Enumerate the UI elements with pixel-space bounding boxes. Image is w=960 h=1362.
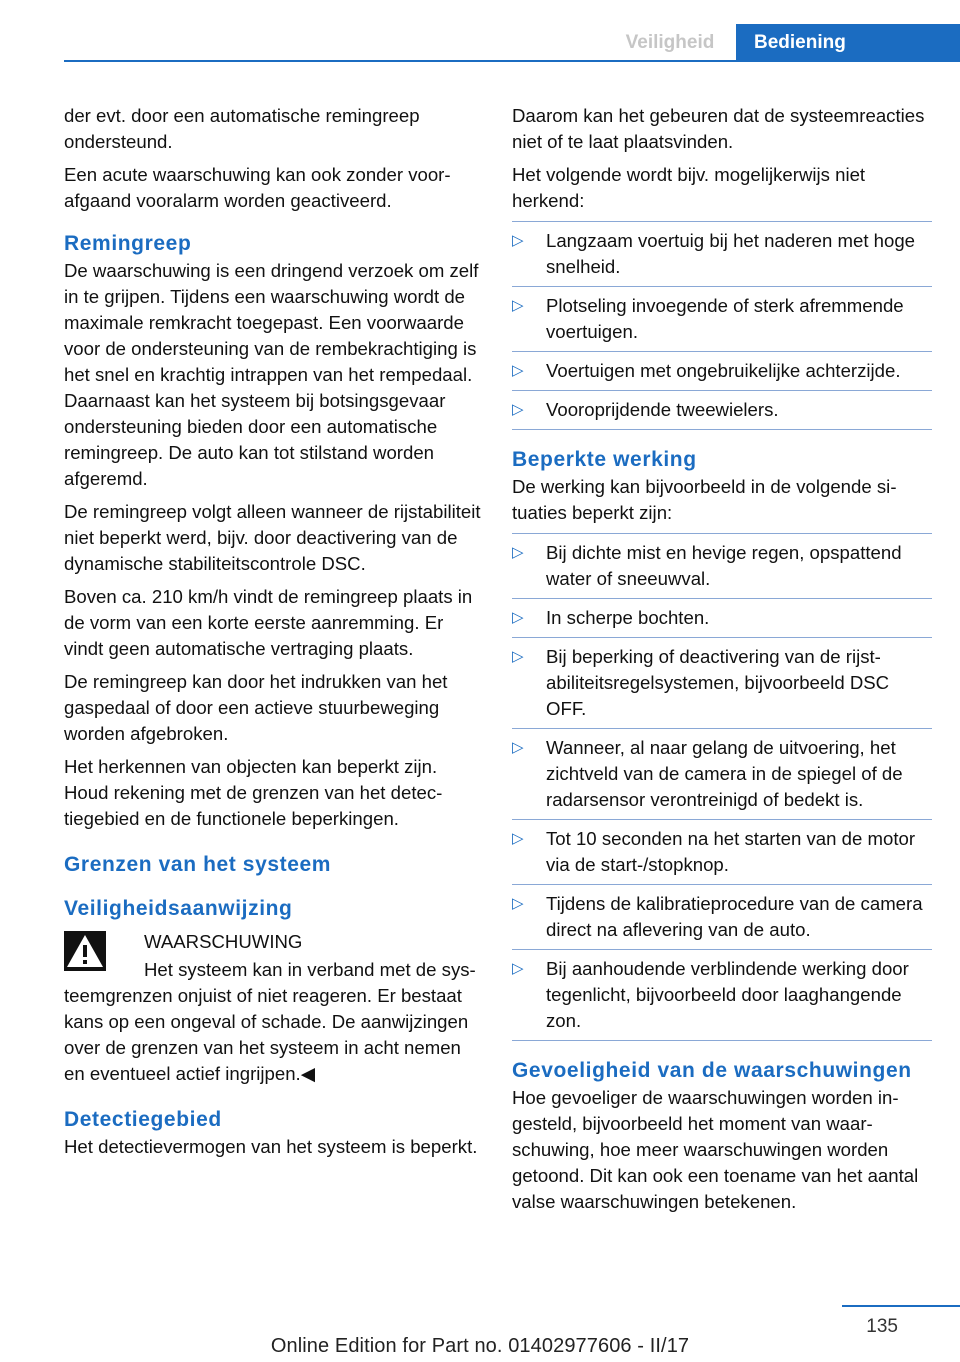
paragraph: Hoe gevoeliger de waarschuwingen worden ingesteld, bijvoorbeeld het moment van waarschuwing, hoe meer waarschuwingen worden getoond. Dit kan ook een toename van het aantal valse waarschuwingen betekenen. xyxy=(512,1087,919,1212)
paragraph: Een acute waarschuwing kan ook zonder voorafgaand vooralarm worden geactiveerd. xyxy=(64,164,451,211)
paragraph: De waarschuwing is een dringend verzoek om zelf in te grijpen. Tijdens een waarschuwing wordt de maximale remkracht toegepast. Een voorwaarde voor de ondersteuning van de rembekrachtiging is het snel en krachtig intrappen van het rempedaal. Daarnaast kan het systeem bij botsingsgevaar ondersteuning bieden door een automatische remingreep. De auto kan tot stilstand worden afgeremd. xyxy=(64,260,479,489)
header-tab-veiligheid[interactable]: Veiligheid xyxy=(625,32,715,53)
triangle-right-icon: ▷ xyxy=(512,544,524,561)
header-rule xyxy=(64,60,960,62)
triangle-right-icon: ▷ xyxy=(512,609,524,626)
paragraph: Het volgende wordt bijv. mogelijkerwijs niet herkend: xyxy=(512,164,866,211)
list-item: ▷ Bij dichte mist en hevige regen, opspattend water of sneeuwval. xyxy=(512,533,932,598)
triangle-right-icon: ▷ xyxy=(512,739,524,756)
list-item: ▷ Langzaam voertuig bij het naderen met hoge snelheid. xyxy=(512,221,932,286)
heading-beperkte-werking: Beperkte werking xyxy=(512,448,697,471)
page-number: 135 xyxy=(866,1316,898,1337)
heading-detectiegebied: Detectiegebied xyxy=(64,1108,222,1131)
list-item: ▷ Plotseling invoegende of sterk afremmende voertuigen. xyxy=(512,286,932,351)
paragraph: Het detectievermogen van het systeem is beperkt. xyxy=(64,1136,478,1157)
heading-remingreep: Remingreep xyxy=(64,232,192,255)
list-item: ▷ Tijdens de kalibratieprocedure van de camera direct na aflevering van de auto. xyxy=(512,884,932,949)
paragraph: De werking kan bijvoorbeeld in de volgende situaties beperkt zijn: xyxy=(512,476,897,523)
edition-footer: Online Edition for Part no. 01402977606 - II/17 xyxy=(270,1335,690,1357)
warning-triangle-icon xyxy=(64,931,106,971)
list-item: ▷ Voertuigen met ongebruikelijke achterzijde. xyxy=(512,351,932,390)
warning-text: Het systeem kan in verband met de systeemgrenzen onjuist of niet reageren. Er bestaat kans op een ongeval of schade. De aanwijzingen over de grenzen van het systeem in acht nemen en eventueel actief ingrijpen.◀ xyxy=(64,959,476,1084)
list-item: ▷ Tot 10 seconden na het starten van de motor via de start-/stopknop. xyxy=(512,819,932,884)
paragraph: Boven ca. 210 km/h vindt de remingreep plaats in de vorm van een korte eerste aanremming. Er vindt geen automatische vertraging plaats. xyxy=(64,586,473,659)
paragraph: der evt. door een automatische remingreep ondersteund. xyxy=(64,105,420,152)
paragraph: De remingreep kan door het indrukken van het gaspedaal of door een actieve stuurbeweging worden afgebroken. xyxy=(64,671,448,744)
bullet-list-limited xyxy=(512,533,932,1041)
list-item: ▷ Bij beperking of deactivering van de rijstabiliteitsregelsystemen, bijvoorbeeld DSC OFF. xyxy=(512,637,932,728)
right-column xyxy=(512,103,932,1222)
triangle-right-icon: ▷ xyxy=(512,362,524,379)
left-column xyxy=(64,103,484,1167)
triangle-right-icon: ▷ xyxy=(512,401,524,418)
triangle-right-icon: ▷ xyxy=(512,297,524,314)
warning-title: WAARSCHUWING xyxy=(144,931,303,952)
list-item: ▷ In scherpe bochten. xyxy=(512,598,932,637)
list-item: ▷ Bij aanhoudende verblindende werking door tegenlicht, bijvoorbeeld door laaghangende zon. xyxy=(512,949,932,1041)
paragraph: Het herkennen van objecten kan beperkt zijn. Houd rekening met de grenzen van het detectiegebied en de functionele beperkingen. xyxy=(64,756,443,829)
triangle-right-icon: ▷ xyxy=(512,232,524,249)
heading-veiligheidsaanwijzing: Veiligheidsaanwijzing xyxy=(64,897,293,920)
header-tab-bediening[interactable]: Bediening xyxy=(736,24,960,62)
heading-gevoeligheid: Gevoeligheid van de waarschuwingen xyxy=(512,1059,912,1082)
triangle-right-icon: ▷ xyxy=(512,830,524,847)
triangle-right-icon: ▷ xyxy=(512,895,524,912)
triangle-right-icon: ▷ xyxy=(512,648,524,665)
paragraph: De remingreep volgt alleen wanneer de rijstabiliteit niet beperkt werd, bijv. door deactivering van de dynamische stabiliteitscontrole DSC. xyxy=(64,501,481,574)
warning-block xyxy=(64,929,484,973)
paragraph: Daarom kan het gebeuren dat de systeemreacties niet of te laat plaatsvinden. xyxy=(512,105,925,152)
list-item: ▷ Vooroprijdende tweewielers. xyxy=(512,390,932,430)
list-item: ▷ Wanneer, al naar gelang de uitvoering, het zichtveld van de camera in de spiegel of de radarsensor verontreinigd of bedekt is. xyxy=(512,728,932,819)
footer-rule xyxy=(842,1305,960,1307)
triangle-right-icon: ▷ xyxy=(512,960,524,977)
heading-grenzen: Grenzen van het systeem xyxy=(64,853,332,876)
bullet-list-not-recognized xyxy=(512,221,932,430)
